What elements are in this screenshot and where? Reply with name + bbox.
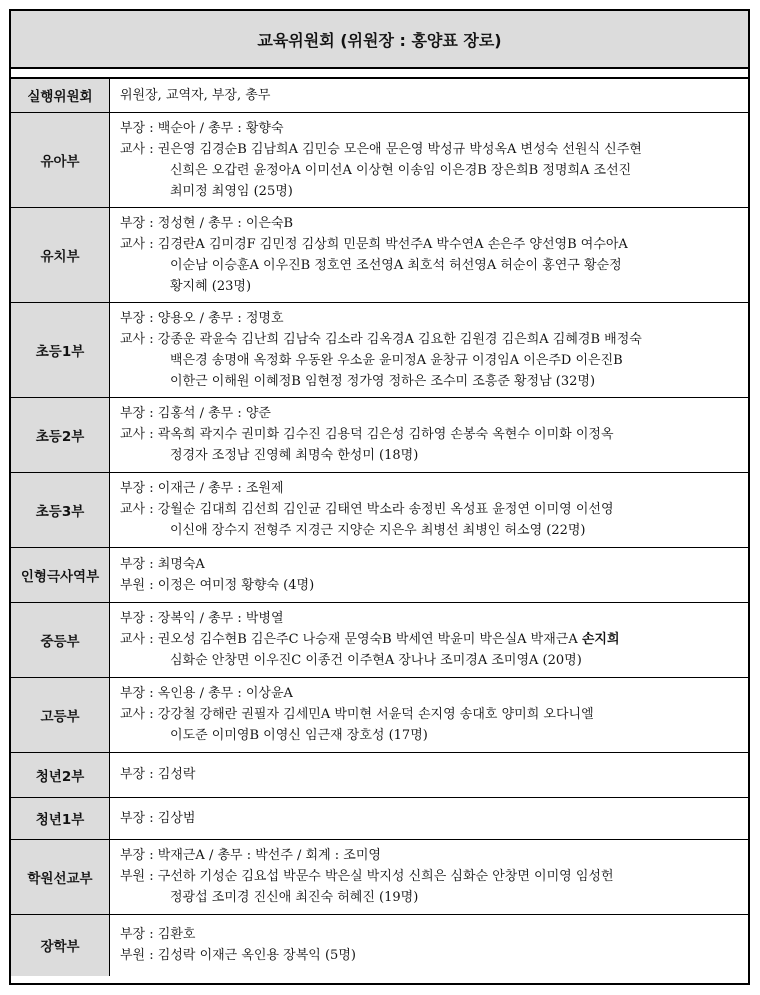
committee-row	[11, 914, 748, 976]
department-members	[110, 914, 749, 976]
member-line-text: 교사 : 강강철 강해란 권필자 김세민A 박미현 서윤덕 손지영 송대호 양미희 오다니엘	[120, 707, 594, 722]
department-name: 실행위원회	[11, 79, 110, 112]
member-line-text: 이순남 이승훈A 이우진B 정호연 조선영A 최호석 허선영A 허순이 홍연구 황순정	[170, 257, 622, 273]
member-line	[120, 608, 748, 629]
member-line-text: 정경자 조정남 진영혜 최명숙 한성미 (18명)	[170, 448, 419, 463]
member-line	[120, 276, 748, 297]
member-line	[120, 329, 748, 350]
member-line	[120, 181, 748, 202]
committee-row	[11, 397, 748, 472]
member-line-text: 부장 : 박재근A / 총무 : 박선주 / 회계 : 조미영	[120, 848, 381, 863]
department-members	[110, 839, 749, 914]
member-line-text: 부장 : 장복익 / 총무 : 박병열	[120, 611, 284, 626]
member-line	[120, 704, 748, 725]
member-line	[120, 213, 748, 234]
member-line-text: 최미정 최영임 (25명)	[170, 183, 293, 199]
department-name: 고등부	[11, 677, 110, 752]
department-name: 유아부	[11, 112, 110, 207]
department-name: 초등3부	[11, 472, 110, 547]
member-line	[120, 308, 748, 329]
member-line	[120, 478, 748, 499]
member-line-text: 부장 : 백순아 / 총무 : 황향숙	[120, 120, 284, 136]
member-line-text: 부장 : 정성현 / 총무 : 이은숙B	[120, 215, 294, 231]
member-line-text: 부장 : 김상범	[120, 810, 196, 826]
committee-row	[11, 207, 748, 302]
member-line	[120, 808, 748, 829]
member-line-text: 교사 : 곽옥희 곽지수 권미화 김수진 김용덕 김은성 김하영 손봉숙 옥현수 이미화 이정옥	[120, 427, 614, 442]
member-line-text: 부장 : 최명숙A	[120, 556, 205, 572]
member-line	[120, 350, 748, 371]
committee-row	[11, 472, 748, 547]
member-line	[120, 520, 748, 541]
committee-row	[11, 79, 748, 112]
member-line	[120, 650, 748, 671]
member-line-text: 부원 : 이정은 여미정 황향숙 (4명)	[120, 577, 315, 593]
committee-row	[11, 797, 748, 839]
member-line	[120, 371, 748, 392]
member-line	[120, 575, 748, 596]
member-line	[120, 255, 748, 276]
member-line	[120, 554, 748, 575]
member-line	[120, 764, 748, 785]
member-line	[120, 234, 748, 255]
member-line-text: 신희은 오갑련 윤정아A 이미선A 이상현 이송임 이은경B 장은희B 정명희A 조선진	[170, 162, 632, 178]
committee-row	[11, 752, 748, 797]
committee-row	[11, 112, 748, 207]
member-line	[120, 85, 748, 106]
department-name: 중등부	[11, 602, 110, 677]
member-line-text: 교사 : 김경란A 김미경F 김민정 김상희 민문희 박선주A 박수연A 손은주 양선영B 여수아A	[120, 236, 628, 252]
member-line-text: 부장 : 김성락	[120, 767, 196, 782]
member-line-text: 교사 : 강종운 곽윤숙 김난희 김남숙 김소라 김옥경A 김요한 김원경 김은희A 김혜경B 배정숙	[120, 331, 642, 347]
department-name: 청년2부	[11, 752, 110, 797]
department-members	[110, 207, 749, 302]
committee-row	[11, 602, 748, 677]
department-members	[110, 472, 749, 547]
department-name: 청년1부	[11, 797, 110, 839]
department-name: 장학부	[11, 914, 110, 976]
department-members	[110, 752, 749, 797]
department-members	[110, 797, 749, 839]
member-line-text: 부원 : 김성락 이재근 옥인용 장복익 (5명)	[120, 948, 356, 964]
member-line	[120, 424, 748, 445]
member-line-text: 백은경 송명애 옥정화 우동완 우소윤 윤미정A 윤창규 이경임A 이은주D 이은진B	[170, 352, 623, 368]
department-name: 초등1부	[11, 302, 110, 397]
committee-row	[11, 302, 748, 397]
member-line-text: 심화순 안창면 이우진C 이종건 이주현A 장나나 조미경A 조미영A (20명)	[170, 653, 582, 668]
member-line-text: 부장 : 양용오 / 총무 : 정명호	[120, 310, 284, 326]
department-members	[110, 602, 749, 677]
department-name: 학원선교부	[11, 839, 110, 914]
committee-table	[11, 79, 748, 976]
member-line-text: 이도준 이미영B 이영신 임근재 장호성 (17명)	[170, 728, 428, 743]
member-line-text: 위원장, 교역자, 부장, 총무	[120, 87, 271, 103]
member-line-text: 정광섭 조미경 진신애 최진숙 허혜진 (19명)	[170, 890, 419, 905]
member-line-text: 이한근 이해원 이혜정B 임현정 정가영 정하은 조수미 조흥준 황정남 (32명)	[170, 373, 596, 389]
member-line	[120, 845, 748, 866]
member-line	[120, 887, 748, 908]
member-line-text: 부장 : 김홍석 / 총무 : 양준	[120, 406, 271, 421]
department-members	[110, 79, 749, 112]
member-line	[120, 945, 748, 966]
highlighted-member: 손지희	[581, 632, 620, 647]
member-line-text: 교사 : 권은영 김경순B 김남희A 김민승 모은애 문은영 박성규 박성옥A 변성숙 선원식 신주현	[120, 141, 642, 157]
member-line	[120, 403, 748, 424]
member-line-text: 교사 : 강월순 김대희 김선희 김인균 김태연 박소라 송정빈 옥성표 윤정연 이미영 이선영	[120, 502, 614, 517]
department-members	[110, 677, 749, 752]
member-line-text: 이신애 장수지 전형주 지경근 지양순 지은우 최병선 최병인 허소영 (22명)	[170, 523, 586, 538]
member-line	[120, 160, 748, 181]
department-members	[110, 397, 749, 472]
committee-row	[11, 677, 748, 752]
member-line-text: 부장 : 옥인용 / 총무 : 이상윤A	[120, 686, 293, 701]
department-members	[110, 547, 749, 602]
member-line	[120, 139, 748, 160]
member-line	[120, 683, 748, 704]
department-name: 유치부	[11, 207, 110, 302]
title-spacer	[11, 69, 748, 79]
department-members	[110, 302, 749, 397]
committee-row	[11, 547, 748, 602]
member-line	[120, 725, 748, 746]
committee-row	[11, 839, 748, 914]
member-line	[120, 118, 748, 139]
document-frame	[9, 9, 750, 985]
member-line	[120, 499, 748, 520]
department-name: 초등2부	[11, 397, 110, 472]
department-name: 인형극사역부	[11, 547, 110, 602]
department-members	[110, 112, 749, 207]
member-line-text: 부장 : 김환호	[120, 927, 196, 943]
member-line	[120, 866, 748, 887]
member-line-text: 부장 : 이재근 / 총무 : 조원제	[120, 481, 284, 496]
page-title: 교육위원회 (위원장 : 홍양표 장로)	[11, 11, 748, 69]
member-line	[120, 629, 748, 650]
member-line	[120, 924, 748, 945]
member-line-text: 부원 : 구선하 기성순 김요섭 박문수 박은실 박지성 신희은 심화순 안창면 이미영 임성헌	[120, 869, 614, 884]
member-line-text: 황지혜 (23명)	[170, 278, 252, 294]
member-line-text: 교사 : 권오성 김수현B 김은주C 나승재 문영숙B 박세연 박윤미 박은실A 박재근A	[120, 632, 582, 647]
member-line	[120, 445, 748, 466]
